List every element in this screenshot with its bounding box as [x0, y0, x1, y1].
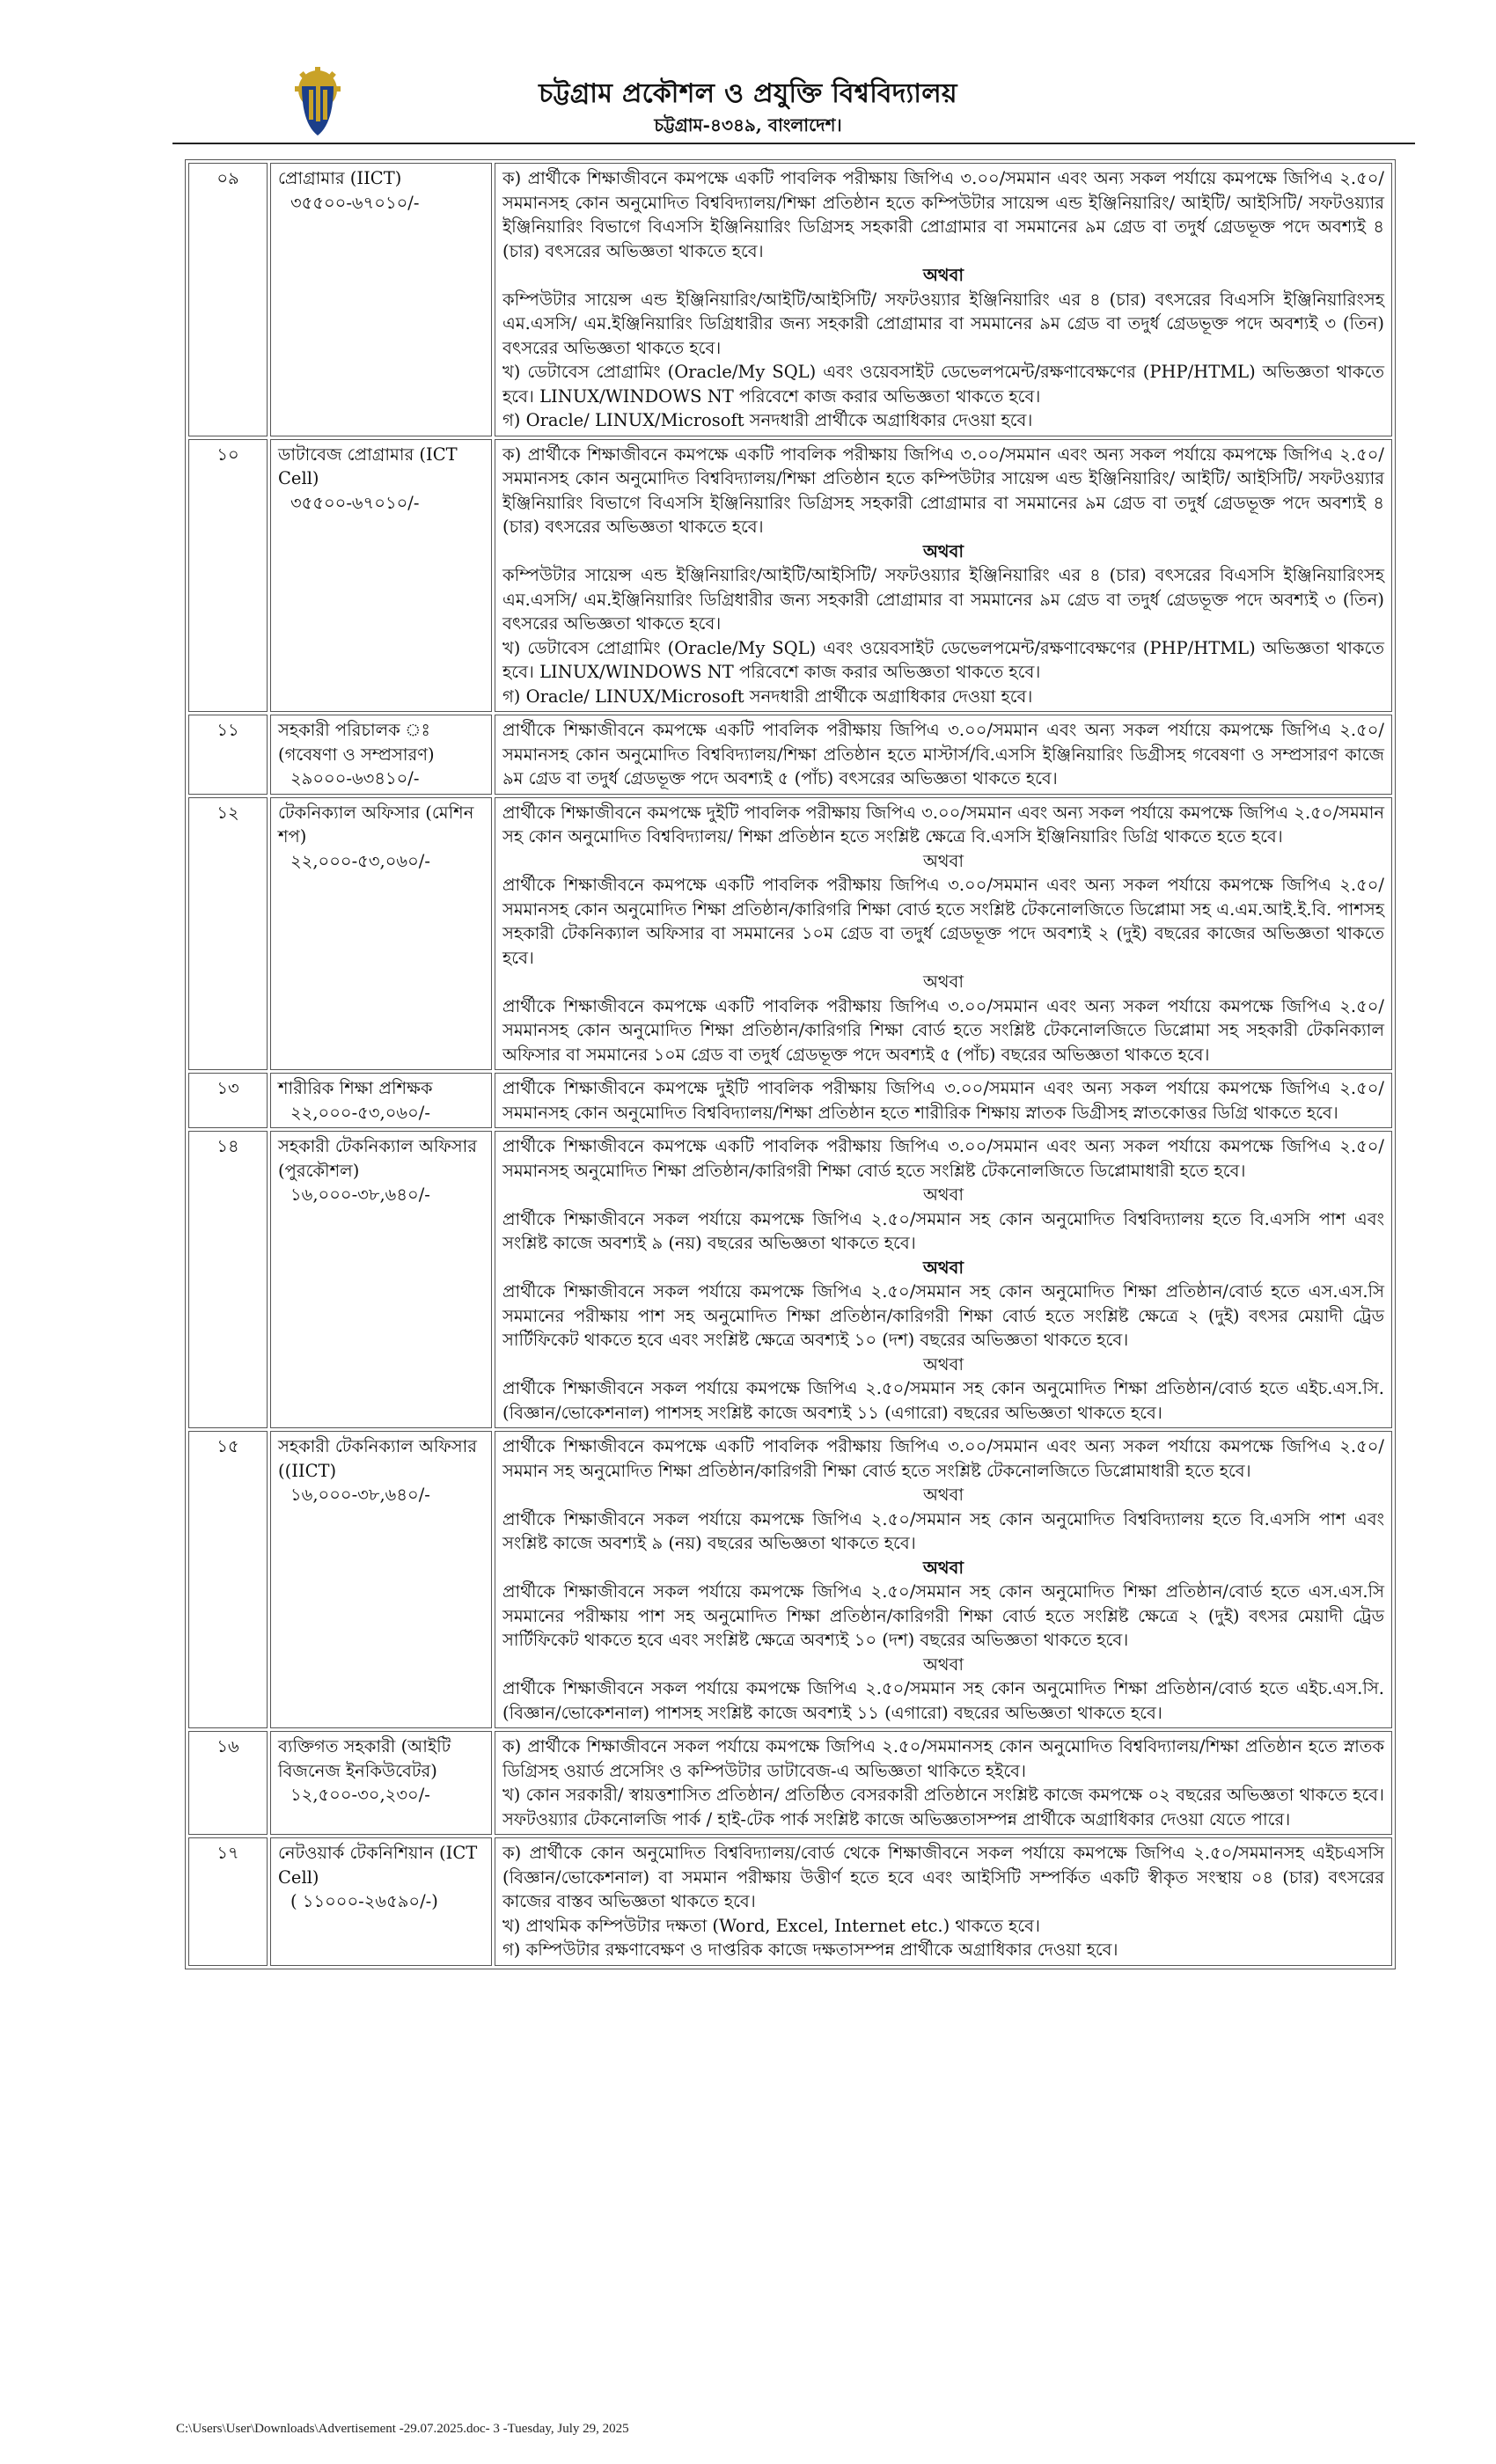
serial-number: ০৯: [188, 163, 268, 436]
requirements-cell: [495, 797, 1392, 1071]
table-row: [188, 1837, 1392, 1966]
page-header: [0, 62, 1496, 141]
or-separator: অথবা: [922, 850, 964, 871]
requirement-paragraph: প্রার্থীকে শিক্ষাজীবনে সকল পর্যায়ে কমপক্ষে জিপিএ ২.৫০/সমমান সহ কোন অনুমোদিত বিশ্ববিদ্যালয় হতে বি.এসসি পাশ এবং সংশ্লিষ্ট কাজে অবশ্যই ৯ (নয়) বছরের অভিজ্ঞতা থাকতে হবে।: [502, 1508, 1384, 1553]
requirement-paragraph: কম্পিউটার সায়েন্স এন্ড ইঞ্জিনিয়ারিং/আইটি/আইসিটি/ সফটওয়্যার ইঞ্জিনিয়ারিং এর ৪ (চার) বৎসরের বিএসসি ইঞ্জিনিয়ারিংসহ এম.এসসি/ এম.ইঞ্জিনিয়ারিং ডিগ্রিধারীর জন্য সহকারী প্রোগ্রামার বা সমমানের ৯ম গ্রেড বা তদুর্ধ গ্রেডভূক্ত পদে অবশ্যই ৩ (তিন) বৎসরের অভিজ্ঞতা থাকতে হবে।: [502, 565, 1384, 634]
post-cell: [270, 1131, 492, 1428]
requirement-paragraph: কম্পিউটার সায়েন্স এন্ড ইঞ্জিনিয়ারিং/আইটি/আইসিটি/ সফটওয়্যার ইঞ্জিনিয়ারিং এর ৪ (চার) বৎসরের বিএসসি ইঞ্জিনিয়ারিংসহ এম.এসসি/ এম.ইঞ্জিনিয়ারিং ডিগ্রিধারীর জন্য সহকারী প্রোগ্রামার বা সমমানের ৯ম গ্রেড বা তদুর্ধ গ্রেডভূক্ত পদে অবশ্যই ৩ (তিন) বৎসরের অভিজ্ঞতা থাকতে হবে।: [502, 289, 1384, 358]
or-separator: অথবা: [922, 1557, 964, 1578]
or-separator: অথবা: [922, 540, 964, 561]
requirement-paragraph: ক) প্রার্থীকে শিক্ষাজীবনে কমপক্ষে একটি পাবলিক পরীক্ষায় জিপিএ ৩.০০/সমমান এবং অন্য সকল পর্যায়ে কমপক্ষে জিপিএ ২.৫০/সমমানসহ কোন অনুমোদিত বিশ্ববিদ্যালয়/শিক্ষা প্রতিষ্ঠান হতে কম্পিউটার সায়েন্স এন্ড ইঞ্জিনিয়ারিং/ আইটি/ আইসিটি/ সফটওয়্যার ইঞ্জিনিয়ারিং বিভাগে বিএসসি ইঞ্জিনিয়ারিং ডিগ্রিসহ সহকারী প্রোগ্রামার বা সমমানের ৯ম গ্রেড বা তদুর্ধ গ্রেডভূক্ত পদে অবশ্যই ৪ (চার) বৎসরের অভিজ্ঞতা থাকতে হবে।: [502, 444, 1384, 537]
requirement-paragraph: প্রার্থীকে শিক্ষাজীবনে সকল পর্যায়ে কমপক্ষে জিপিএ ২.৫০/সমমান সহ কোন অনুমোদিত শিক্ষা প্রতিষ্ঠান/বোর্ড হতে এইচ.এস.সি. (বিজ্ঞান/ভোকেশনাল) পাশসহ সংশ্লিষ্ট কাজে অবশ্যই ১১ (এগারো) বছরের অভিজ্ঞতা থাকতে হবে।: [502, 1678, 1384, 1723]
university-address: চট্টগ্রাম-৪৩৪৯, বাংলাদেশ।: [654, 114, 842, 136]
requirement-paragraph: খ) কোন সরকারী/ স্বায়ত্তশাসিত প্রতিষ্ঠান/ প্রতিষ্ঠিত বেসরকারী প্রতিষ্ঠানে সংশ্লিষ্ট কাজে কমপক্ষে ০২ বছরের অভিজ্ঞতা থাকতে হবে। সফটওয়্যার টেকনোলজি পার্ক / হাই-টেক পার্ক সংশ্লিষ্ট কাজে অভিজ্ঞতাসম্পন্ন প্রার্থীকে অগ্রাধিকার দেওয়া যেতে পারে।: [502, 1785, 1384, 1830]
post-name: নেটওয়ার্ক টেকনিশিয়ান (ICT Cell): [278, 1843, 478, 1888]
salary-scale: ( ১১০০০-২৬৫৯০/-): [290, 1891, 438, 1911]
serial-number: ১৭: [188, 1837, 268, 1966]
or-separator: অথবা: [922, 972, 964, 992]
university-name: চট্টগ্রাম প্রকৌশল ও প্রযুক্তি বিশ্ববিদ্যালয়: [539, 78, 957, 109]
requirement-paragraph: ক) প্রার্থীকে শিক্ষাজীবনে সকল পর্যায়ে কমপক্ষে জিপিএ ২.৫০/সমমানসহ কোন অনুমোদিত বিশ্ববিদ্যালয়/শিক্ষা প্রতিষ্ঠান হতে স্নাতক ডিগ্রিসহ ওয়ার্ড প্রসেসিং ও কম্পিউটার ডাটাবেজ-এ অভিজ্ঞতা থাকিতে হইবে।: [502, 1736, 1384, 1781]
header-divider: [172, 143, 1415, 144]
serial-number: ১১: [188, 715, 268, 795]
serial-number: ১৩: [188, 1073, 268, 1128]
post-cell: [270, 1431, 492, 1728]
post-cell: [270, 1837, 492, 1966]
requirement-paragraph: গ) কম্পিউটার রক্ষণাবেক্ষণ ও দাপ্তরিক কাজে দক্ষতাসম্পন্ন প্রার্থীকে অগ্রাধিকার দেওয়া হবে।: [502, 1940, 1118, 1960]
post-cell: [270, 1073, 492, 1128]
requirement-paragraph: প্রার্থীকে শিক্ষাজীবনে কমপক্ষে একটি পাবলিক পরীক্ষায় জিপিএ ৩.০০/সমমান এবং অন্য সকল পর্যায়ে কমপক্ষে জিপিএ ২.৫০/সমমানসহ অনুমোদিত শিক্ষা প্রতিষ্ঠান/কারিগরী শিক্ষা বোর্ড হতে সংশ্লিষ্ট টেকনোলজিতে ডিপ্লোমাধারী হতে হবে।: [502, 1136, 1384, 1181]
requirement-paragraph: খ) প্রাথমিক কম্পিউটার দক্ষতা (Word, Excel, Internet etc.) থাকতে হবে।: [502, 1915, 1040, 1936]
or-separator: অথবা: [922, 1654, 964, 1675]
or-separator: অথবা: [922, 1353, 964, 1375]
requirement-paragraph: প্রার্থীকে শিক্ষাজীবনে সকল পর্যায়ে কমপক্ষে জিপিএ ২.৫০/সমমান সহ কোন অনুমোদিত শিক্ষা প্রতিষ্ঠান/বোর্ড হতে এস.এস.সি সমমানের পরীক্ষায় পাশ সহ অনুমোদিত শিক্ষা প্রতিষ্ঠান/কারিগরী শিক্ষা বোর্ড হতে সংশ্লিষ্ট ক্ষেত্রে ২ (দুই) বৎসর মেয়াদী ট্রেড সার্টিফিকেট থাকতে হবে এবং সংশ্লিষ্ট ক্ষেত্রে অবশ্যই ১০ (দশ) বছরের অভিজ্ঞতা থাকতে হবে।: [502, 1281, 1384, 1350]
requirements-cell: [495, 163, 1392, 436]
post-cell: [270, 439, 492, 713]
post-name: প্রোগ্রামার (IICT): [278, 168, 402, 188]
document-footer: C:\Users\User\Downloads\Advertisement -29.07.2025.doc- 3 -Tuesday, July 29, 2025: [176, 2422, 629, 2436]
serial-number: ১২: [188, 797, 268, 1071]
table-row: [188, 797, 1392, 1071]
salary-scale: ২২,০০০-৫৩,০৬০/-: [290, 850, 430, 871]
post-name: ব্যক্তিগত সহকারী (আইটি বিজনেজ ইনকিউবেটর): [278, 1736, 451, 1781]
table-row: [188, 163, 1392, 436]
requirement-paragraph: খ) ডেটাবেস প্রোগ্রামিং (Oracle/My SQL) এবং ওয়েবসাইট ডেভেলপমেন্ট/রক্ষণাবেক্ষণের (PHP/HTML) অভিজ্ঞতা থাকতে হবে। LINUX/WINDOWS NT পরিবেশে কাজ করার অভিজ্ঞতা থাকতে হবে।: [502, 362, 1384, 407]
post-cell: [270, 163, 492, 436]
requirements-cell: [495, 1431, 1392, 1728]
requirements-cell: [495, 439, 1392, 713]
requirement-paragraph: প্রার্থীকে শিক্ষাজীবনে কমপক্ষে দুইটি পাবলিক পরীক্ষায় জিপিএ ৩.০০/সমমান এবং অন্য সকল পর্যায়ে কমপক্ষে জিপিএ ২.৫০/সমমানসহ কোন অনুমোদিত বিশ্ববিদ্যালয়/শিক্ষা প্রতিষ্ঠান হতে শারীরিক শিক্ষায় স্নাতক ডিগ্রীসহ স্নাতকোত্তর ডিগ্রি থাকতে হবে।: [502, 1078, 1384, 1123]
salary-scale: ১২,৫০০-৩০,২৩০/-: [290, 1785, 430, 1805]
post-name: শারীরিক শিক্ষা প্রশিক্ষক: [278, 1078, 433, 1098]
requirement-paragraph: ক) প্রার্থীকে শিক্ষাজীবনে কমপক্ষে একটি পাবলিক পরীক্ষায় জিপিএ ৩.০০/সমমান এবং অন্য সকল পর্যায়ে কমপক্ষে জিপিএ ২.৫০/সমমানসহ কোন অনুমোদিত বিশ্ববিদ্যালয়/শিক্ষা প্রতিষ্ঠান হতে কম্পিউটার সায়েন্স এন্ড ইঞ্জিনিয়ারিং/ আইটি/ আইসিটি/ সফটওয়্যার ইঞ্জিনিয়ারিং বিভাগে বিএসসি ইঞ্জিনিয়ারিং ডিগ্রিসহ সহকারী প্রোগ্রামার বা সমমানের ৯ম গ্রেড বা তদুর্ধ গ্রেডভূক্ত পদে অবশ্যই ৪ (চার) বৎসরের অভিজ্ঞতা থাকতে হবে।: [502, 168, 1384, 261]
post-cell: [270, 797, 492, 1071]
or-separator: অথবা: [922, 1257, 964, 1278]
requirement-paragraph: প্রার্থীকে শিক্ষাজীবনে সকল পর্যায়ে কমপক্ষে জিপিএ ২.৫০/সমমান সহ কোন অনুমোদিত শিক্ষা প্রতিষ্ঠান/বোর্ড হতে এস.এস.সি সমমানের পরীক্ষায় পাশ সহ অনুমোদিত শিক্ষা প্রতিষ্ঠান/কারিগরী শিক্ষা বোর্ড হতে সংশ্লিষ্ট ক্ষেত্রে ২ (দুই) বৎসর মেয়াদী ট্রেড সার্টিফিকেট থাকতে হবে এবং সংশ্লিষ্ট ক্ষেত্রে অবশ্যই ১০ (দশ) বছরের অভিজ্ঞতা থাকতে হবে।: [502, 1581, 1384, 1650]
post-cell: [270, 715, 492, 795]
post-cell: [270, 1731, 492, 1835]
table-row: [188, 439, 1392, 713]
requirement-paragraph: খ) ডেটাবেস প্রোগ্রামিং (Oracle/My SQL) এবং ওয়েবসাইট ডেভেলপমেন্ট/রক্ষণাবেক্ষণের (PHP/HTML) অভিজ্ঞতা থাকতে হবে। LINUX/WINDOWS NT পরিবেশে কাজ করার অভিজ্ঞতা থাকতে হবে।: [502, 637, 1384, 682]
table-row: [188, 1431, 1392, 1728]
or-separator: অথবা: [922, 1485, 964, 1505]
requirement-paragraph: গ) Oracle/ LINUX/Microsoft সনদধারী প্রার্থীকে অগ্রাধিকার দেওয়া হবে।: [502, 410, 1033, 430]
salary-scale: ৩৫৫০০-৬৭০১০/-: [290, 492, 420, 513]
requirements-table-container: [185, 159, 1396, 1969]
table-row: [188, 1131, 1392, 1428]
table-row: [188, 715, 1392, 795]
serial-number: ১৫: [188, 1431, 268, 1728]
post-name: সহকারী পরিচালক ঃ (গবেষণা ও সম্প্রসারণ): [278, 720, 435, 765]
requirement-paragraph: ক) প্রার্থীকে কোন অনুমোদিত বিশ্ববিদ্যালয়/বোর্ড থেকে শিক্ষাজীবনে সকল পর্যায়ে কমপক্ষে জিপিএ ২.৫০/সমমানসহ এইচএসসি (বিজ্ঞান/ভোকেশনাল) বা সমমান পরীক্ষায় উত্তীর্ণ হতে হবে এবং আইসিটি সম্পর্কিত একটি স্বীকৃত সংস্থায় ০৪ (চার) বৎসরের কাজের বাস্তব অভিজ্ঞতা থাকতে হবে।: [502, 1843, 1384, 1911]
serial-number: ১৬: [188, 1731, 268, 1835]
salary-scale: ১৬,০০০-৩৮,৬৪০/-: [290, 1485, 430, 1505]
requirement-paragraph: প্রার্থীকে শিক্ষাজীবনে সকল পর্যায়ে কমপক্ষে জিপিএ ২.৫০/সমমান সহ কোন অনুমোদিত শিক্ষা প্রতিষ্ঠান/বোর্ড হতে এইচ.এস.সি. (বিজ্ঞান/ভোকেশনাল) পাশসহ সংশ্লিষ্ট কাজে অবশ্যই ১১ (এগারো) বছরের অভিজ্ঞতা থাকতে হবে।: [502, 1378, 1384, 1423]
requirement-paragraph: প্রার্থীকে শিক্ষাজীবনে কমপক্ষে একটি পাবলিক পরীক্ষায় জিপিএ ৩.০০/সমমান এবং অন্য সকল পর্যায়ে কমপক্ষে জিপিএ ২.৫০/সমমান সহ অনুমোদিত শিক্ষা প্রতিষ্ঠান/কারিগরী শিক্ষা বোর্ড হতে সংশ্লিষ্ট টেকনোলজিতে ডিপ্লোমাধারী হতে হবে।: [502, 1436, 1384, 1481]
post-name: সহকারী টেকনিক্যাল অফিসার (পুরকৌশল): [278, 1136, 477, 1181]
serial-number: ১৪: [188, 1131, 268, 1428]
requirements-cell: [495, 715, 1392, 795]
salary-scale: ১৬,০০০-৩৮,৬৪০/-: [290, 1184, 430, 1205]
requirement-paragraph: গ) Oracle/ LINUX/Microsoft সনদধারী প্রার্থীকে অগ্রাধিকার দেওয়া হবে।: [502, 686, 1033, 707]
requirements-table: [185, 159, 1396, 1969]
table-row: [188, 1731, 1392, 1835]
or-separator: অথবা: [922, 1184, 964, 1205]
post-name: টেকনিক্যাল অফিসার (মেশিন শপ): [278, 802, 474, 847]
requirement-paragraph: প্রার্থীকে শিক্ষাজীবনে কমপক্ষে একটি পাবলিক পরীক্ষায় জিপিএ ৩.০০/সমমান এবং অন্য সকল পর্যায়ে কমপক্ষে জিপিএ ২.৫০/সমমানসহ কোন অনুমোদিত শিক্ষা প্রতিষ্ঠান/কারিগরি শিক্ষা বোর্ড হতে সংশ্লিষ্ট টেকনোলজিতে ডিপ্লোমা সহ সহকারী টেকনিক্যাল অফিসার বা সমমানের ১০ম গ্রেড বা তদুর্ধ গ্রেডভূক্ত পদে অবশ্যই ৫ (পাঁচ) বছরের অভিজ্ঞতা থাকতে হবে।: [502, 995, 1384, 1065]
requirements-cell: [495, 1073, 1392, 1128]
requirement-paragraph: প্রার্থীকে শিক্ষাজীবনে কমপক্ষে একটি পাবলিক পরীক্ষায় জিপিএ ৩.০০/সমমান এবং অন্য সকল পর্যায়ে কমপক্ষে জিপিএ ২.৫০/সমমানসহ কোন অনুমোদিত শিক্ষা প্রতিষ্ঠান/কারিগরি শিক্ষা বোর্ড হতে সংশ্লিষ্ট টেকনোলজিতে ডিপ্লোমা সহ এ.এম.আই.ই.বি. পাশসহ সহকারী টেকনিক্যাল অফিসার বা সমমানের ১০ম গ্রেড বা তদুর্ধ গ্রেডভূক্ত পদে অবশ্যই ২ (দুই) বছরের কাজের অভিজ্ঞতা থাকতে হবে।: [502, 875, 1384, 968]
salary-scale: ৩৫৫০০-৬৭০১০/-: [290, 192, 420, 213]
requirements-cell: [495, 1131, 1392, 1428]
salary-scale: ২৯০০০-৬৩৪১০/-: [290, 768, 420, 788]
post-name: সহকারী টেকনিক্যাল অফিসার ((IICT): [278, 1436, 477, 1481]
salary-scale: ২২,০০০-৫৩,০৬০/-: [290, 1102, 430, 1123]
requirements-cell: [495, 1837, 1392, 1966]
requirement-paragraph: প্রার্থীকে শিক্ষাজীবনে কমপক্ষে একটি পাবলিক পরীক্ষায় জিপিএ ৩.০০/সমমান এবং অন্য সকল পর্যায়ে কমপক্ষে জিপিএ ২.৫০/সমমানসহ কোন অনুমোদিত বিশ্ববিদ্যালয়/শিক্ষা প্রতিষ্ঠান হতে মাস্টার্স/বি.এসসি ইঞ্জিনিয়ারিং ডিগ্রীসহ গবেষণা ও সম্প্রসারণ কাজে ৯ম গ্রেড বা তদুর্ধ গ্রেডভূক্ত পদে অবশ্যই ৫ (পাঁচ) বৎসরের অভিজ্ঞতা থাকতে হবে।: [502, 720, 1384, 788]
requirement-paragraph: প্রার্থীকে শিক্ষাজীবনে কমপক্ষে দুইটি পাবলিক পরীক্ষায় জিপিএ ৩.০০/সমমান এবং অন্য সকল পর্যায়ে কমপক্ষে জিপিএ ২.৫০/সমমান সহ কোন অনুমোদিত বিশ্ববিদ্যালয়/ শিক্ষা প্রতিষ্ঠান হতে সংশ্লিষ্ট ক্ষেত্রে বি.এসসি ইঞ্জিনিয়ারিং ডিগ্রি থাকতে হতে হবে।: [502, 802, 1384, 847]
table-row: [188, 1073, 1392, 1128]
post-name: ডাটাবেজ প্রোগ্রামার (ICT Cell): [278, 444, 458, 488]
requirements-cell: [495, 1731, 1392, 1835]
or-separator: অথবা: [922, 265, 964, 285]
requirement-paragraph: প্রার্থীকে শিক্ষাজীবনে সকল পর্যায়ে কমপক্ষে জিপিএ ২.৫০/সমমান সহ কোন অনুমোদিত বিশ্ববিদ্যালয় হতে বি.এসসি পাশ এবং সংশ্লিষ্ট কাজে অবশ্যই ৯ (নয়) বছরের অভিজ্ঞতা থাকতে হবে।: [502, 1208, 1384, 1253]
serial-number: ১০: [188, 439, 268, 713]
